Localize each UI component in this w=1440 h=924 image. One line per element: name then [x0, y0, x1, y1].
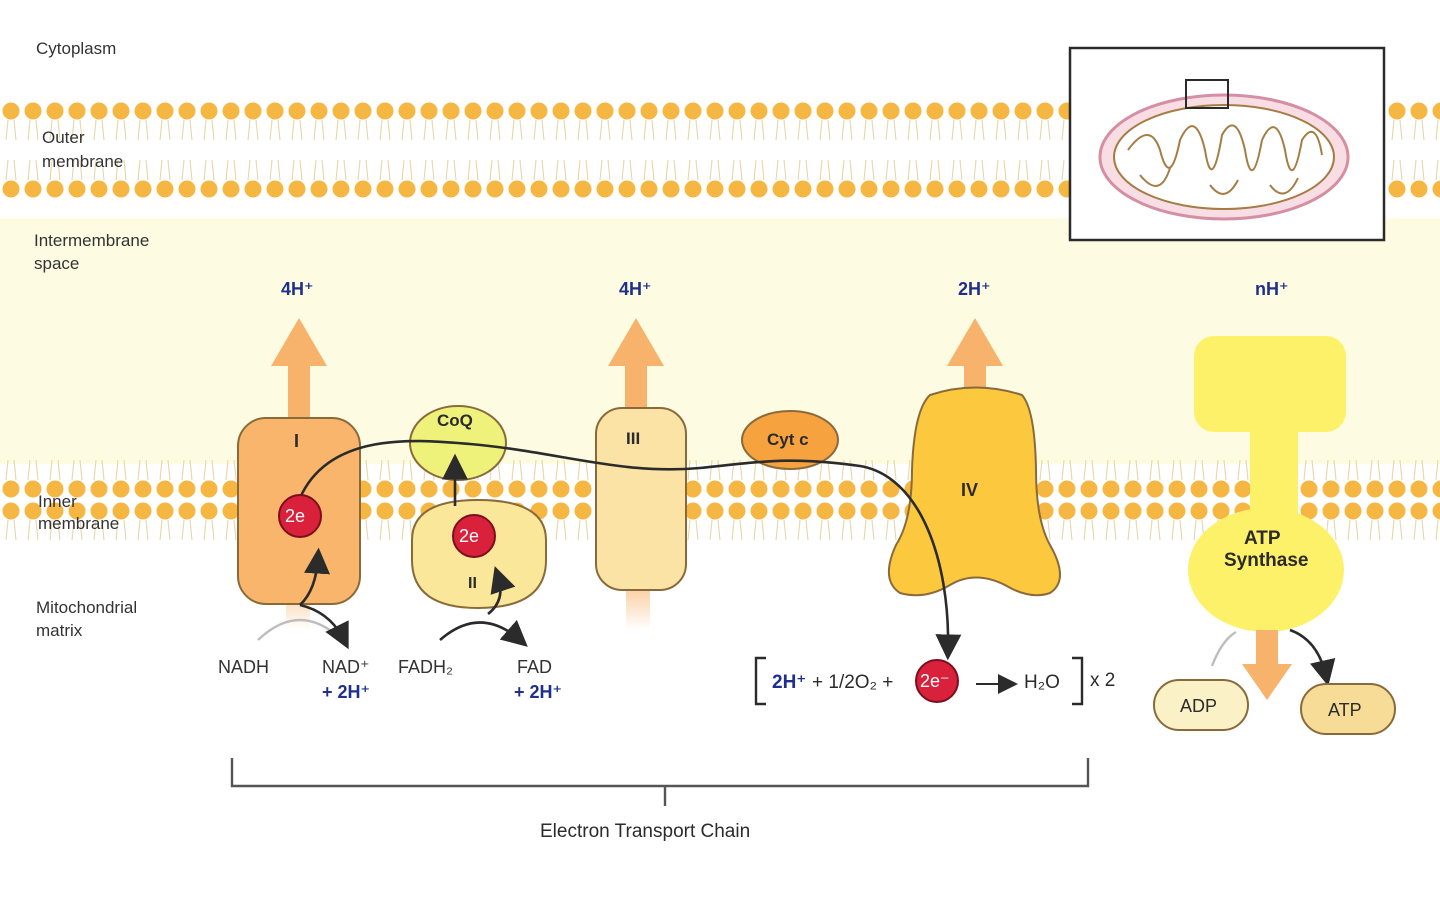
fad-h-label: + 2H⁺	[514, 682, 563, 702]
atp-synthase-label-line1: ATP	[1244, 528, 1281, 549]
complex-II-label: II	[468, 575, 477, 592]
atp-label: ATP	[1328, 700, 1362, 720]
reaction-oxygen: + 1/2O₂ +	[812, 672, 894, 693]
intermembrane-label-line2: space	[34, 254, 80, 273]
reaction-protons: 2H⁺	[772, 672, 807, 693]
electron-complex-I-label: 2e	[285, 506, 306, 526]
complex-IV-label: IV	[961, 480, 979, 500]
electron-complex-II-label: 2e	[459, 526, 480, 546]
matrix-label-line2: matrix	[36, 621, 83, 640]
inner-membrane-label-line2: membrane	[38, 514, 120, 533]
cytoplasm-label: Cytoplasm	[36, 39, 117, 58]
coq-label: CoQ	[437, 411, 473, 430]
nad-h-label: + 2H⁺	[322, 682, 371, 702]
fad-label: FAD	[517, 657, 553, 677]
outer-membrane-label-line1: Outer	[42, 128, 85, 147]
nad-label: NAD⁺	[322, 657, 370, 677]
atp-synthase-down-arrow	[1242, 630, 1292, 700]
etc-bracket	[232, 758, 1088, 806]
proton-label-complex-I: 4H⁺	[281, 279, 314, 299]
proton-label-complex-IV: 2H⁺	[958, 279, 991, 299]
reaction-multiplier: x 2	[1090, 670, 1116, 691]
nadh-label: NADH	[218, 657, 270, 677]
reaction-bracket-left	[756, 658, 766, 704]
matrix-label-line1: Mitochondrial	[36, 598, 138, 617]
fadh2-to-fad-arrow	[440, 623, 520, 641]
intermembrane-label-line1: Intermembrane	[34, 231, 150, 250]
electron-water-label: 2e⁻	[920, 671, 950, 691]
adp-to-atp-arrow	[1290, 630, 1326, 676]
faint-matrix-arrow	[626, 590, 650, 630]
inner-membrane-label-line1: Inner	[38, 492, 77, 511]
proton-label-complex-III: 4H⁺	[619, 279, 652, 299]
complex-I-label: I	[294, 431, 300, 451]
mitochondrion-inset	[1070, 48, 1384, 240]
outer-membrane-label-line2: membrane	[42, 152, 124, 171]
reaction-bracket-right	[1072, 658, 1082, 704]
fadh2-label: FADH₂	[398, 657, 453, 677]
atp-synthase-label-line2: Synthase	[1224, 550, 1309, 571]
proton-label-atp-synthase: nH⁺	[1255, 279, 1289, 299]
complex-III-label: III	[626, 429, 641, 448]
etc-caption: Electron Transport Chain	[540, 821, 751, 842]
reaction-product: H₂O	[1024, 672, 1060, 693]
cyt-c-label: Cyt c	[767, 430, 809, 449]
adp-label: ADP	[1180, 696, 1218, 716]
complex-III	[596, 408, 686, 590]
adp-curve-faint	[1212, 632, 1236, 666]
